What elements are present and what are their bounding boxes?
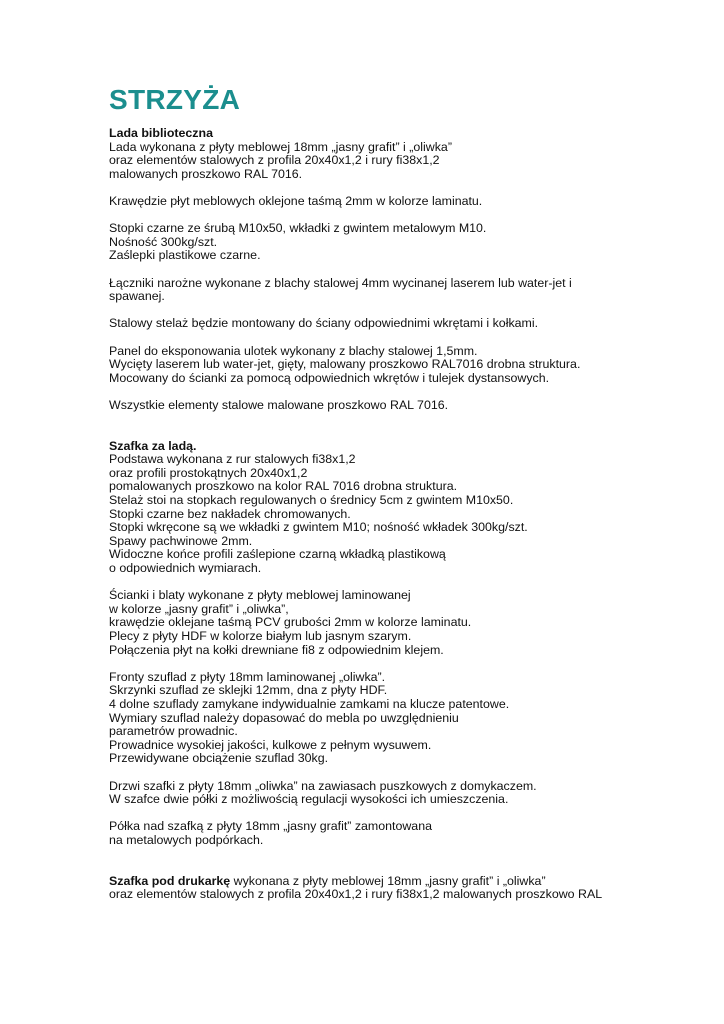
text-line: Spawy pachwinowe 2mm. <box>109 533 253 548</box>
text-line: Wycięty laserem lub water-jet, gięty, malowany proszkowo RAL7016 drobna struktura. <box>109 357 581 372</box>
text-line: Zaślepki plastikowe czarne. <box>109 248 261 263</box>
text-line: Połączenia płyt na kołki drewniane fi8 z odpowiednim klejem. <box>109 642 444 657</box>
text-line: Półka nad szafką z płyty 18mm „jasny grafit” zamontowana <box>109 819 432 834</box>
text-line: oraz elementów stalowych z profila 20x40x1,2 i rury fi38x1,2 <box>109 153 440 168</box>
text-line: Panel do eksponowania ulotek wykonany z blachy stalowej 1,5mm. <box>109 343 478 358</box>
text-line: Stopki czarne ze śrubą M10x50, wkładki z gwintem metalowym M10. <box>109 221 487 236</box>
text-line: Podstawa wykonana z rur stalowych fi38x1,2 <box>109 452 356 467</box>
text-line: Lada wykonana z płyty meblowej 18mm „jasny grafit” i „oliwka” <box>109 139 452 154</box>
text-line <box>109 875 709 889</box>
text-line: Stopki wkręcone są we wkładki z gwintem M10; nośność wkładek 300kg/szt. <box>109 520 528 535</box>
text-line: na metalowych podpórkach. <box>109 832 264 847</box>
text-line: Wymiary szuflad należy dopasować do mebla po uwzględnieniu <box>109 710 459 725</box>
section-heading-drukarka: Szafka pod drukarkę <box>109 873 231 888</box>
text-line: Przewidywane obciążenie szuflad 30kg. <box>109 751 329 766</box>
text-line: Stalowy stelaż będzie montowany do ściany odpowiednimi wkrętami i kołkami. <box>109 316 539 331</box>
document-body <box>109 127 709 902</box>
text-line: Łączniki narożne wykonane z blachy stalowej 4mm wycinanej laserem lub water-jet i <box>109 275 572 290</box>
text-line: w kolorze „jasny grafit” i „oliwka”, <box>109 601 289 616</box>
text-line: Nośność 300kg/szt. <box>109 234 218 249</box>
section-heading-szafka: Szafka za ladą. <box>109 438 197 453</box>
text-line: Plecy z płyty HDF w kolorze białym lub jasnym szarym. <box>109 628 412 643</box>
text-line: parametrów prowadnic. <box>109 724 238 739</box>
text-line: Stelaż stoi na stopkach regulowanych o średnicy 5cm z gwintem M10x50. <box>109 493 514 508</box>
text-line: Mocowany do ścianki za pomocą odpowiednich wkrętów i tulejek dystansowych. <box>109 370 550 385</box>
text-line: spawanej. <box>109 289 165 304</box>
text-line: Ścianki i blaty wykonane z płyty meblowej laminowanej <box>109 588 411 603</box>
text-line: Skrzynki szuflad ze sklejki 12mm, dna z płyty HDF. <box>109 683 388 698</box>
text-line: Krawędzie płyt meblowych oklejone taśmą 2mm w kolorze laminatu. <box>109 193 483 208</box>
text-line: W szafce dwie półki z możliwością regulacji wysokości ich umieszczenia. <box>109 792 509 807</box>
text-line: Drzwi szafki z płyty 18mm „oliwka” na zawiasach puszkowych z domykaczem. <box>109 778 537 793</box>
text-line: Wszystkie elementy stalowe malowane proszkowo RAL 7016. <box>109 397 449 412</box>
text-line: 4 dolne szuflady zamykane indywidualnie zamkami na klucze patentowe. <box>109 696 510 711</box>
page-title: STRZYŻA <box>109 84 241 115</box>
text-line: krawędzie oklejane taśmą PCV grubości 2mm w kolorze laminatu. <box>109 615 472 630</box>
section-heading-lada: Lada biblioteczna <box>109 126 213 140</box>
text-line: pomalowanych proszkowo na kolor RAL 7016 drobna struktura. <box>109 479 458 494</box>
text-line: oraz elementów stalowych z profila 20x40x1,2 i rury fi38x1,2 malowanych proszkowo RAL <box>109 887 603 902</box>
text-line: Stopki czarne bez nakładek chromowanych. <box>109 506 351 521</box>
text-line: oraz profili prostokątnych 20x40x1,2 <box>109 465 308 480</box>
text-line: Prowadnice wysokiej jakości, kulkowe z pełnym wysuwem. <box>109 737 432 752</box>
text-line: Widoczne końce profili zaślepione czarną wkładką plastikową <box>109 547 446 562</box>
text-line: o odpowiednich wymiarach. <box>109 561 262 575</box>
text-fragment: wykonana z płyty meblowej 18mm „jasny grafit” i „oliwka” <box>230 873 546 888</box>
text-line: Fronty szuflad z płyty 18mm laminowanej „oliwka”. <box>109 669 386 684</box>
text-line: malowanych proszkowo RAL 7016. <box>109 166 303 181</box>
